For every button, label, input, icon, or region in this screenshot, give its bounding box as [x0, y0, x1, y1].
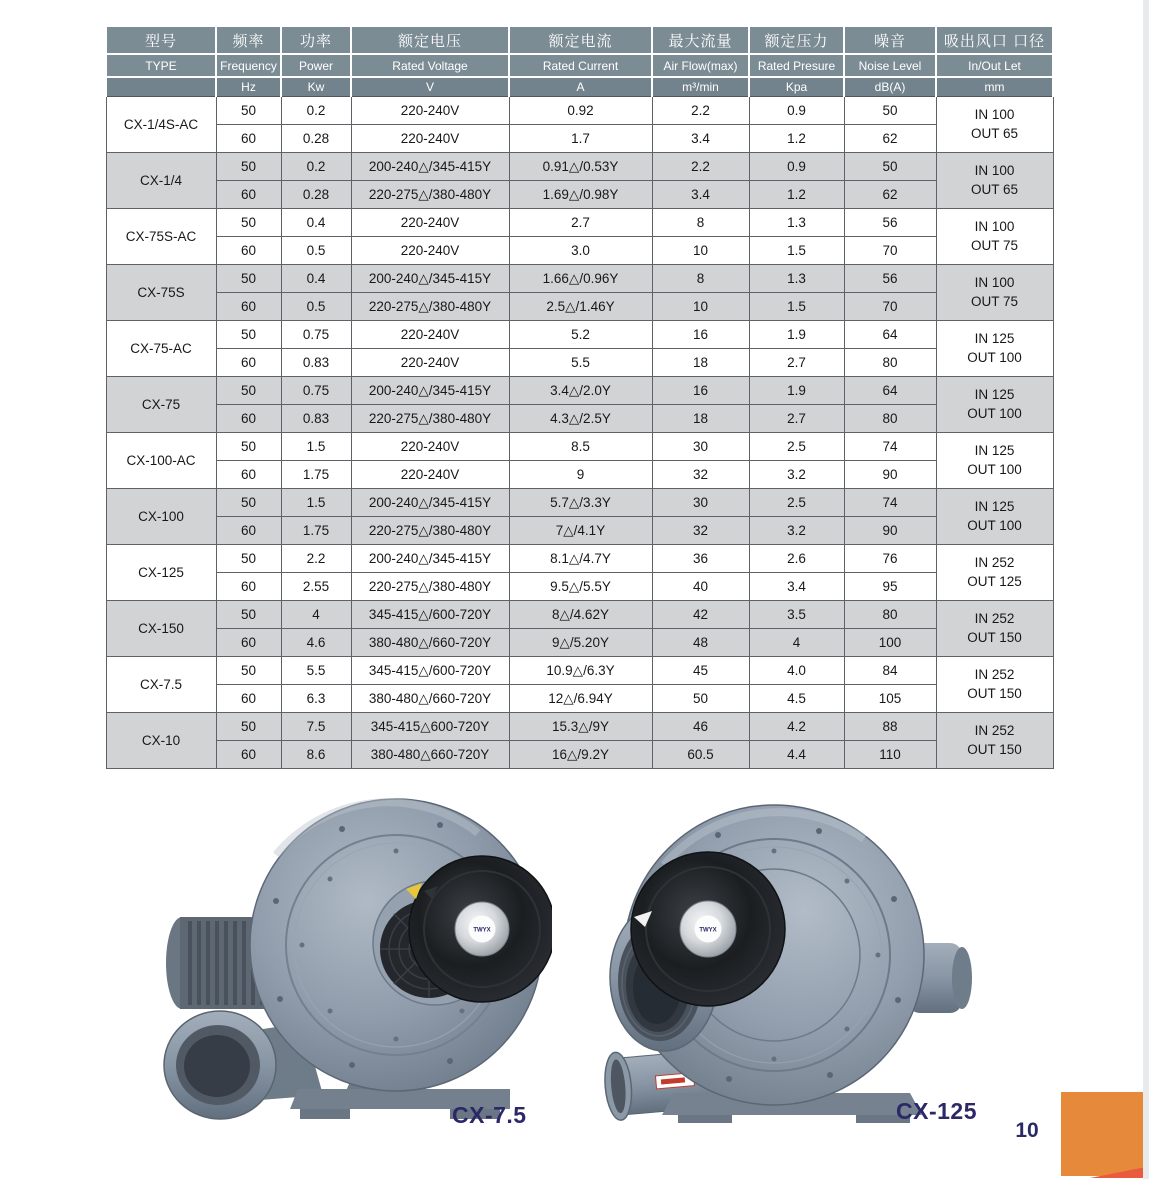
cell-inout — [936, 545, 1053, 601]
cell-airflow: 30 — [652, 433, 749, 461]
header-noise-en: Noise Level — [844, 54, 936, 77]
cell-pressure: 1.9 — [749, 321, 844, 349]
cell-power: 0.2 — [281, 153, 351, 181]
cell-voltage: 345-415△/600-720Y — [351, 601, 509, 629]
cell-frequency: 50 — [216, 657, 281, 685]
cell-pressure: 2.7 — [749, 405, 844, 433]
hub — [455, 902, 509, 956]
cell-noise: 80 — [844, 601, 936, 629]
cell-airflow: 32 — [652, 517, 749, 545]
cell-pressure: 3.2 — [749, 517, 844, 545]
cell-power: 6.3 — [281, 685, 351, 713]
cell-inout — [936, 433, 1053, 489]
inout-in: IN 125 — [974, 387, 1015, 403]
hub-brand-label: TWYX — [473, 927, 491, 934]
cell-current: 8.5 — [509, 433, 652, 461]
cell-voltage: 200-240△/345-415Y — [351, 545, 509, 573]
cell-current: 1.66△/0.96Y — [509, 265, 652, 293]
cell-current: 0.91△/0.53Y — [509, 153, 652, 181]
cell-power: 4 — [281, 601, 351, 629]
inout-out: OUT 100 — [967, 405, 1022, 421]
cell-inout — [936, 153, 1053, 209]
cell-type: CX-100 — [106, 489, 216, 545]
cell-frequency: 50 — [216, 153, 281, 181]
cell-inout — [936, 209, 1053, 265]
cell-pressure: 3.2 — [749, 461, 844, 489]
cell-power: 1.5 — [281, 433, 351, 461]
cell-airflow: 16 — [652, 321, 749, 349]
spec-table — [105, 25, 1054, 769]
cell-current: 5.7△/3.3Y — [509, 489, 652, 517]
inout-out: OUT 100 — [967, 461, 1022, 477]
table-row — [106, 573, 1053, 601]
cell-power: 0.75 — [281, 321, 351, 349]
cell-type: CX-75S-AC — [106, 209, 216, 265]
header-noise-zh: 噪音 — [844, 26, 936, 54]
header-power-zh: 功率 — [281, 26, 351, 54]
cell-power: 0.28 — [281, 181, 351, 209]
cell-frequency: 50 — [216, 545, 281, 573]
cell-noise: 90 — [844, 517, 936, 545]
blower-illustration-cx-125 — [578, 795, 982, 1143]
cell-inout — [936, 657, 1053, 713]
inout-out: OUT 150 — [967, 741, 1022, 757]
spec-table-body — [106, 97, 1053, 769]
cell-airflow: 50 — [652, 685, 749, 713]
inout-out: OUT 100 — [967, 517, 1022, 533]
cell-airflow: 3.4 — [652, 181, 749, 209]
spec-table-header — [106, 26, 1053, 97]
cell-voltage: 220-240V — [351, 349, 509, 377]
cell-voltage: 220-275△/380-480Y — [351, 181, 509, 209]
cell-pressure: 4.4 — [749, 741, 844, 769]
cell-noise: 80 — [844, 405, 936, 433]
header-voltage-en: Rated Voltage — [351, 54, 509, 77]
table-row — [106, 125, 1053, 153]
cell-inout — [936, 265, 1053, 321]
cell-voltage: 220-240V — [351, 125, 509, 153]
cell-frequency: 60 — [216, 293, 281, 321]
cell-airflow: 10 — [652, 237, 749, 265]
table-row — [106, 517, 1053, 545]
table-row — [106, 629, 1053, 657]
cell-voltage: 345-415△/600-720Y — [351, 657, 509, 685]
cell-current: 12△/6.94Y — [509, 685, 652, 713]
cell-type: CX-100-AC — [106, 433, 216, 489]
cell-frequency: 60 — [216, 573, 281, 601]
page-edge-strip — [1143, 0, 1149, 1179]
header-current-zh: 额定电流 — [509, 26, 652, 54]
table-row — [106, 405, 1053, 433]
cell-noise: 74 — [844, 489, 936, 517]
hub-brand-label: TWYX — [699, 927, 717, 934]
cell-inout — [936, 97, 1053, 153]
cell-voltage: 220-275△/380-480Y — [351, 573, 509, 601]
cell-current: 2.7 — [509, 209, 652, 237]
cell-voltage: 220-240V — [351, 433, 509, 461]
cell-inout — [936, 713, 1053, 769]
cell-current: 9△/5.20Y — [509, 629, 652, 657]
cell-pressure: 2.5 — [749, 489, 844, 517]
cell-inout — [936, 377, 1053, 433]
inout-in: IN 252 — [974, 555, 1015, 571]
cell-frequency: 60 — [216, 461, 281, 489]
header-current-unit: A — [509, 77, 652, 97]
header-current-en: Rated Current — [509, 54, 652, 77]
figure-caption-cx-7-5: CX-7.5 — [452, 1102, 527, 1128]
cell-airflow: 60.5 — [652, 741, 749, 769]
header-frequency-en: Frequency — [216, 54, 281, 77]
cell-pressure: 2.5 — [749, 433, 844, 461]
cell-voltage: 220-240V — [351, 237, 509, 265]
cell-noise: 105 — [844, 685, 936, 713]
cell-type: CX-75S — [106, 265, 216, 321]
header-airflow-unit: m³/min — [652, 77, 749, 97]
header-airflow-en: Air Flow(max) — [652, 54, 749, 77]
cell-frequency: 50 — [216, 377, 281, 405]
cell-type: CX-150 — [106, 601, 216, 657]
inout-in: IN 100 — [974, 107, 1015, 123]
cell-power: 0.75 — [281, 377, 351, 405]
cell-noise: 64 — [844, 377, 936, 405]
inout-out: OUT 150 — [967, 629, 1022, 645]
inout-out: OUT 150 — [967, 685, 1022, 701]
cell-frequency: 50 — [216, 97, 281, 125]
inout-out: OUT 65 — [970, 181, 1019, 197]
cell-airflow: 3.4 — [652, 125, 749, 153]
cell-airflow: 46 — [652, 713, 749, 741]
cell-airflow: 30 — [652, 489, 749, 517]
table-row — [106, 349, 1053, 377]
cell-current: 8.1△/4.7Y — [509, 545, 652, 573]
cell-frequency: 50 — [216, 489, 281, 517]
inout-in: IN 100 — [974, 275, 1015, 291]
cell-current: 2.5△/1.46Y — [509, 293, 652, 321]
cell-pressure: 4 — [749, 629, 844, 657]
cell-current: 16△/9.2Y — [509, 741, 652, 769]
cell-frequency: 60 — [216, 349, 281, 377]
cell-power: 0.4 — [281, 209, 351, 237]
header-inout-unit: mm — [936, 77, 1053, 97]
table-row — [106, 321, 1053, 349]
cell-pressure: 3.4 — [749, 573, 844, 601]
table-row — [106, 377, 1053, 405]
cell-current: 1.69△/0.98Y — [509, 181, 652, 209]
cell-voltage: 220-275△/380-480Y — [351, 517, 509, 545]
cell-current: 1.7 — [509, 125, 652, 153]
cell-pressure: 1.2 — [749, 125, 844, 153]
header-power-en: Power — [281, 54, 351, 77]
cell-voltage: 220-275△/380-480Y — [351, 405, 509, 433]
cell-type: CX-1/4S-AC — [106, 97, 216, 153]
cell-frequency: 60 — [216, 125, 281, 153]
inout-in: IN 125 — [974, 331, 1015, 347]
cell-frequency: 60 — [216, 741, 281, 769]
table-row — [106, 209, 1053, 237]
cell-current: 3.4△/2.0Y — [509, 377, 652, 405]
cell-power: 2.2 — [281, 545, 351, 573]
cell-power: 0.5 — [281, 293, 351, 321]
inout-in: IN 252 — [974, 723, 1015, 739]
cell-inout — [936, 321, 1053, 377]
cell-inout — [936, 601, 1053, 657]
cell-pressure: 1.9 — [749, 377, 844, 405]
header-frequency-zh: 频率 — [216, 26, 281, 54]
cell-noise: 84 — [844, 657, 936, 685]
cell-power: 0.5 — [281, 237, 351, 265]
cell-pressure: 2.6 — [749, 545, 844, 573]
cell-voltage: 220-240V — [351, 209, 509, 237]
header-type-en: TYPE — [106, 54, 216, 77]
cell-inout — [936, 489, 1053, 545]
hub — [680, 901, 736, 957]
cell-type: CX-1/4 — [106, 153, 216, 209]
cell-noise: 95 — [844, 573, 936, 601]
table-row — [106, 741, 1053, 769]
header-voltage-unit: V — [351, 77, 509, 97]
header-inout-zh: 吸出风口 口径 — [936, 26, 1053, 54]
page-corner-accent — [1061, 1092, 1144, 1176]
cell-power: 2.55 — [281, 573, 351, 601]
cell-power: 5.5 — [281, 657, 351, 685]
header-pressure-unit: Kpa — [749, 77, 844, 97]
cell-power: 1.5 — [281, 489, 351, 517]
cell-airflow: 2.2 — [652, 153, 749, 181]
cell-frequency: 60 — [216, 517, 281, 545]
cell-current: 5.5 — [509, 349, 652, 377]
cell-pressure: 1.3 — [749, 265, 844, 293]
cell-noise: 76 — [844, 545, 936, 573]
blower-illustration-cx-7-5 — [148, 793, 552, 1141]
cell-frequency: 50 — [216, 209, 281, 237]
inout-in: IN 100 — [974, 163, 1015, 179]
cell-current: 9.5△/5.5Y — [509, 573, 652, 601]
cell-type: CX-75-AC — [106, 321, 216, 377]
cell-airflow: 36 — [652, 545, 749, 573]
cell-current: 0.92 — [509, 97, 652, 125]
cell-frequency: 50 — [216, 713, 281, 741]
cell-type: CX-7.5 — [106, 657, 216, 713]
cell-airflow: 40 — [652, 573, 749, 601]
cell-voltage: 380-480△/660-720Y — [351, 629, 509, 657]
cell-airflow: 32 — [652, 461, 749, 489]
cell-power: 0.83 — [281, 405, 351, 433]
header-row-unit — [106, 77, 1053, 97]
cell-noise: 70 — [844, 293, 936, 321]
cell-pressure: 1.2 — [749, 181, 844, 209]
cell-frequency: 50 — [216, 321, 281, 349]
cell-pressure: 1.5 — [749, 237, 844, 265]
header-row-en — [106, 54, 1053, 77]
inout-in: IN 252 — [974, 667, 1015, 683]
cell-voltage: 220-240V — [351, 461, 509, 489]
table-row — [106, 461, 1053, 489]
cell-voltage: 220-240V — [351, 97, 509, 125]
cell-voltage: 200-240△/345-415Y — [351, 489, 509, 517]
cell-power: 4.6 — [281, 629, 351, 657]
cell-airflow: 18 — [652, 349, 749, 377]
cell-pressure: 4.0 — [749, 657, 844, 685]
cell-current: 5.2 — [509, 321, 652, 349]
cell-noise: 62 — [844, 125, 936, 153]
header-type-zh: 型号 — [106, 26, 216, 54]
cell-noise: 50 — [844, 97, 936, 125]
inout-in: IN 125 — [974, 499, 1015, 515]
cell-current: 3.0 — [509, 237, 652, 265]
cell-pressure: 3.5 — [749, 601, 844, 629]
cell-airflow: 18 — [652, 405, 749, 433]
inout-out: OUT 65 — [970, 125, 1019, 141]
cell-pressure: 2.7 — [749, 349, 844, 377]
table-row — [106, 713, 1053, 741]
cell-voltage: 200-240△/345-415Y — [351, 377, 509, 405]
cell-pressure: 1.3 — [749, 209, 844, 237]
table-row — [106, 265, 1053, 293]
cell-noise: 62 — [844, 181, 936, 209]
cell-type: CX-75 — [106, 377, 216, 433]
inout-out: OUT 75 — [970, 293, 1019, 309]
header-frequency-unit: Hz — [216, 77, 281, 97]
table-row — [106, 489, 1053, 517]
cell-voltage: 345-415△600-720Y — [351, 713, 509, 741]
cell-noise: 50 — [844, 153, 936, 181]
header-power-unit: Kw — [281, 77, 351, 97]
table-row — [106, 97, 1053, 125]
cell-noise: 56 — [844, 209, 936, 237]
cell-pressure: 0.9 — [749, 97, 844, 125]
cell-frequency: 50 — [216, 601, 281, 629]
inout-in: IN 100 — [974, 219, 1015, 235]
cell-current: 8△/4.62Y — [509, 601, 652, 629]
header-pressure-en: Rated Presure — [749, 54, 844, 77]
cell-voltage: 200-240△/345-415Y — [351, 265, 509, 293]
cell-voltage: 220-240V — [351, 321, 509, 349]
header-voltage-zh: 额定电压 — [351, 26, 509, 54]
cell-noise: 74 — [844, 433, 936, 461]
cell-noise: 110 — [844, 741, 936, 769]
cell-frequency: 60 — [216, 181, 281, 209]
inout-out: OUT 75 — [970, 237, 1019, 253]
cell-airflow: 2.2 — [652, 97, 749, 125]
cell-voltage: 380-480△660-720Y — [351, 741, 509, 769]
header-pressure-zh: 额定压力 — [749, 26, 844, 54]
table-row — [106, 237, 1053, 265]
cell-pressure: 4.2 — [749, 713, 844, 741]
table-row — [106, 433, 1053, 461]
cell-type: CX-125 — [106, 545, 216, 601]
cell-power: 0.2 — [281, 97, 351, 125]
inout-out: OUT 125 — [967, 573, 1022, 589]
cell-frequency: 50 — [216, 265, 281, 293]
header-inout-en: In/Out Let — [936, 54, 1053, 77]
cell-pressure: 4.5 — [749, 685, 844, 713]
cell-power: 0.4 — [281, 265, 351, 293]
cell-noise: 100 — [844, 629, 936, 657]
cell-airflow: 42 — [652, 601, 749, 629]
header-noise-unit: dB(A) — [844, 77, 936, 97]
cell-power: 8.6 — [281, 741, 351, 769]
cell-current: 4.3△/2.5Y — [509, 405, 652, 433]
cell-noise: 88 — [844, 713, 936, 741]
table-row — [106, 545, 1053, 573]
table-row — [106, 657, 1053, 685]
cell-frequency: 60 — [216, 405, 281, 433]
cell-current: 15.3△/9Y — [509, 713, 652, 741]
cell-voltage: 220-275△/380-480Y — [351, 293, 509, 321]
cell-frequency: 60 — [216, 237, 281, 265]
inout-in: IN 125 — [974, 443, 1015, 459]
cell-pressure: 1.5 — [749, 293, 844, 321]
cell-noise: 90 — [844, 461, 936, 489]
cell-airflow: 45 — [652, 657, 749, 685]
cell-frequency: 50 — [216, 433, 281, 461]
cell-current: 7△/4.1Y — [509, 517, 652, 545]
header-row-zh — [106, 26, 1053, 54]
cell-current: 10.9△/6.3Y — [509, 657, 652, 685]
cell-power: 1.75 — [281, 517, 351, 545]
header-type-unit — [106, 77, 216, 97]
header-airflow-zh: 最大流量 — [652, 26, 749, 54]
cell-pressure: 0.9 — [749, 153, 844, 181]
cell-airflow: 8 — [652, 209, 749, 237]
cell-power: 7.5 — [281, 713, 351, 741]
cell-power: 1.75 — [281, 461, 351, 489]
page-number: 10 — [1015, 1119, 1039, 1142]
cell-power: 0.28 — [281, 125, 351, 153]
cell-current: 9 — [509, 461, 652, 489]
cell-frequency: 60 — [216, 629, 281, 657]
cell-noise: 70 — [844, 237, 936, 265]
cell-airflow: 10 — [652, 293, 749, 321]
cell-noise: 80 — [844, 349, 936, 377]
cell-voltage: 380-480△/660-720Y — [351, 685, 509, 713]
inout-out: OUT 100 — [967, 349, 1022, 365]
cell-frequency: 60 — [216, 685, 281, 713]
table-row — [106, 601, 1053, 629]
cell-noise: 64 — [844, 321, 936, 349]
table-row — [106, 181, 1053, 209]
table-row — [106, 153, 1053, 181]
figure-caption-cx-125: CX-125 — [896, 1098, 977, 1124]
cell-airflow: 16 — [652, 377, 749, 405]
cell-airflow: 8 — [652, 265, 749, 293]
cell-power: 0.83 — [281, 349, 351, 377]
cell-voltage: 200-240△/345-415Y — [351, 153, 509, 181]
table-row — [106, 293, 1053, 321]
inout-in: IN 252 — [974, 611, 1015, 627]
table-row — [106, 685, 1053, 713]
cell-airflow: 48 — [652, 629, 749, 657]
cell-type: CX-10 — [106, 713, 216, 769]
cell-noise: 56 — [844, 265, 936, 293]
